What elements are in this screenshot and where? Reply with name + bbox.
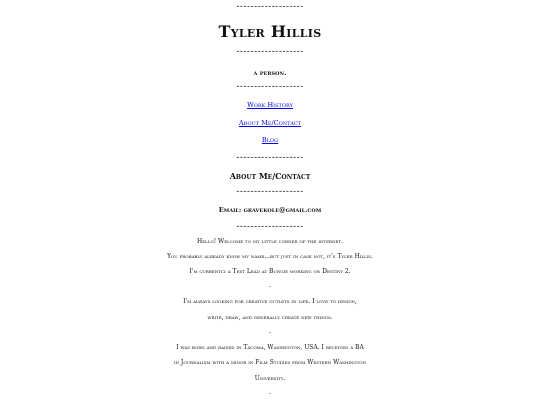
about-line: in Journalism with a minor in Film Studies from Western Washington xyxy=(173,359,367,366)
about-line: You probably already know my name...but just in case not, it's Tyler Hillis. xyxy=(167,253,373,260)
about-line: I was born and raised in Tacoma, Washington, USA. I received a BA xyxy=(176,344,364,351)
nav-link-blog[interactable]: Blog xyxy=(261,136,279,144)
about-line: I'm currently a Test Lead at Bungie working on Destiny 2. xyxy=(189,268,351,275)
about-separator: - xyxy=(268,329,272,336)
about-line: write, draw, and generally create new things. xyxy=(207,314,333,321)
divider-2: ------------------- xyxy=(236,82,304,92)
about-line: University. xyxy=(254,375,286,382)
divider-1: ------------------- xyxy=(236,47,304,57)
about-line: I'm always looking for creative outlets in life. I love to design, xyxy=(183,298,357,305)
email-contact: Email: gravekole@gmail.com xyxy=(218,206,322,214)
divider-top: ------------------- xyxy=(236,2,304,12)
nav-link-about-contact[interactable]: About Me/Contact xyxy=(239,119,301,127)
about-separator: - xyxy=(268,283,272,290)
about-line: Hello! Welcome to my little corner of the internet. xyxy=(196,238,343,245)
divider-3: ------------------- xyxy=(236,153,304,163)
page-title: Tyler Hillis xyxy=(218,22,322,41)
nav-links-2 xyxy=(0,119,540,127)
nav-links-3 xyxy=(0,136,540,144)
nav-links xyxy=(0,101,540,109)
section-title: About Me/Contact xyxy=(229,171,311,181)
about-separator: - xyxy=(268,390,272,397)
tagline: a person. xyxy=(253,68,287,77)
divider-4: ------------------- xyxy=(236,187,304,197)
nav-link-work-history[interactable]: Work History xyxy=(247,101,293,109)
divider-5: ------------------- xyxy=(236,222,304,232)
